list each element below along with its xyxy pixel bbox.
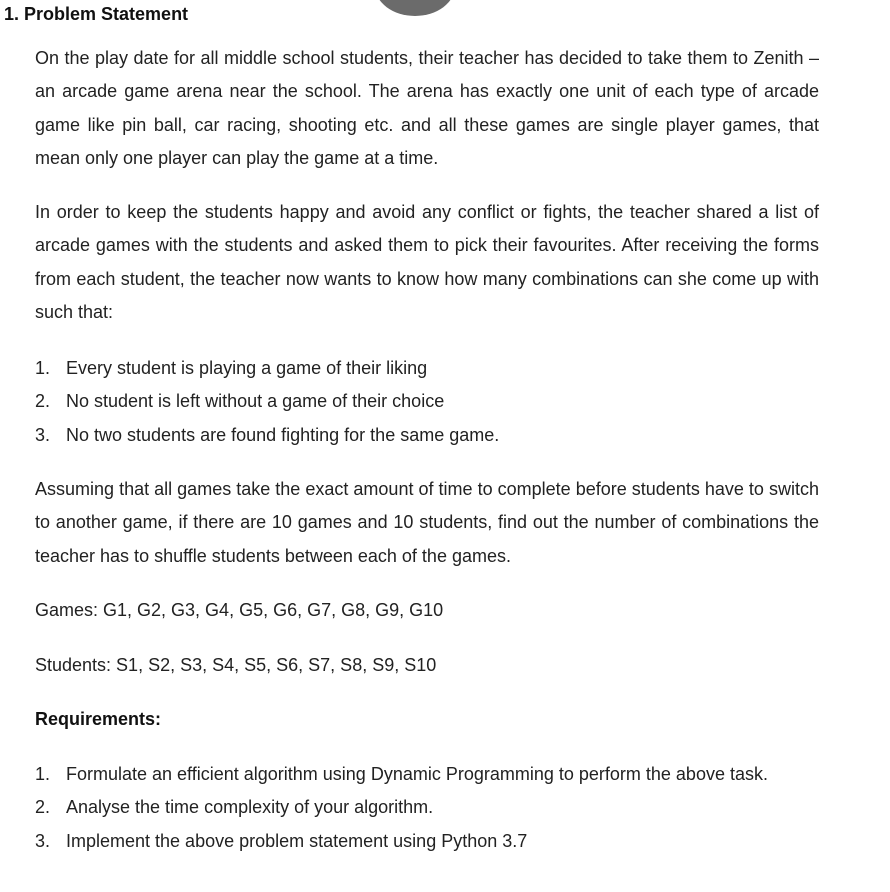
requirements-heading: Requirements: — [35, 709, 162, 729]
paragraph-intro: On the play date for all middle school students, their teacher has decided to take them to Zenith – an arcade game arena near the school. The arena has exactly one unit of each type of arcade game like pin ball, car racing, shooting etc. and all these games are single player games, that mean only one player can play the game at a time. — [35, 48, 819, 168]
list-number: 1. — [35, 358, 51, 378]
list-item — [35, 830, 768, 863]
list-number: 3. — [35, 424, 51, 445]
list-number: 2. — [35, 797, 51, 818]
list-text: Every student is playing a game of their liking — [66, 358, 428, 378]
list-number: 2. — [35, 391, 51, 412]
games-line: Games: G1, G2, G3, G4, G5, G6, G7, G8, G9, G10 — [35, 600, 444, 620]
list-item — [35, 424, 499, 457]
paragraph-assumption: Assuming that all games take the exact amount of time to complete before students have to switch to another game, if there are 10 games and 10 students, find out the number of combinations the teacher has to shuffle students between each of the games. — [35, 479, 819, 566]
list-text: Formulate an efficient algorithm using Dynamic Programming to perform the above task. — [66, 764, 768, 784]
paragraph-context: In order to keep the students happy and avoid any conflict or fights, the teacher shared a list of arcade games with the students and asked them to pick their favourites. After receiving the forms from each student, the teacher now wants to know how many combinations can she come up with such that: — [35, 202, 819, 322]
list-text: Implement the above problem statement using Python 3.7 — [66, 830, 528, 851]
list-text: Analyse the time complexity of your algorithm. — [66, 797, 434, 818]
list-item — [35, 357, 499, 390]
list-text: No student is left without a game of their choice — [66, 391, 445, 412]
list-number: 1. — [35, 764, 51, 784]
list-item — [35, 763, 768, 796]
top-overlay-shape — [375, 0, 455, 16]
list-item — [35, 796, 768, 829]
list-number: 3. — [35, 830, 51, 851]
list-text: No two students are found fighting for the same game. — [66, 424, 500, 445]
section-title: 1. Problem Statement — [4, 4, 189, 24]
requirements-list — [35, 763, 768, 863]
conditions-list — [35, 357, 499, 457]
students-line: Students: S1, S2, S3, S4, S5, S6, S7, S8, S9, S10 — [35, 655, 437, 675]
list-item — [35, 390, 499, 423]
